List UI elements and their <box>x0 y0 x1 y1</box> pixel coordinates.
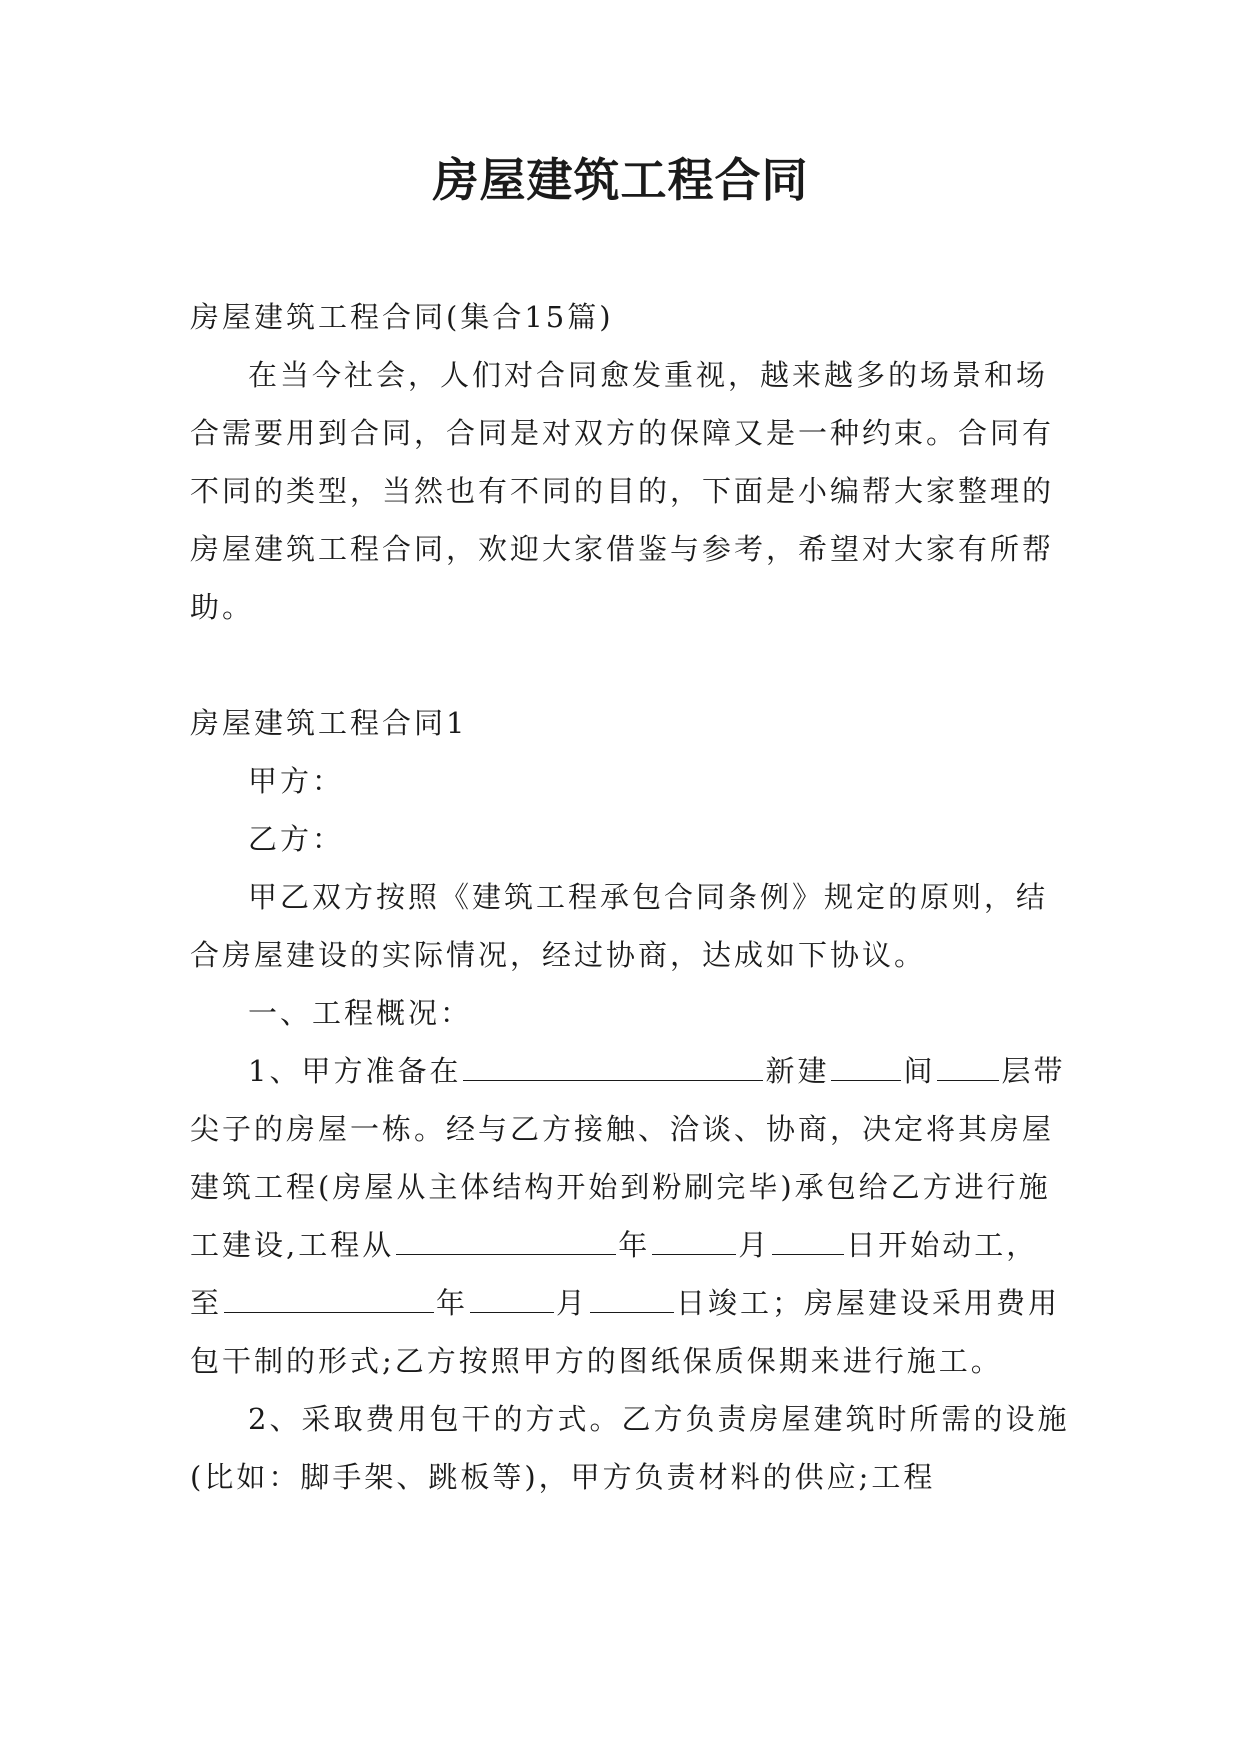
paragraph-gap <box>190 636 1070 694</box>
clause-1-mid: 层带尖子的房屋一栋。经与乙方接触、洽谈、协商，决定将其房屋建筑工程(房屋从主体结构开始到粉刷完毕)承包给乙方进行施工建设,工程从 <box>190 1054 1066 1262</box>
start-year-blank <box>396 1224 616 1255</box>
clause-1-new-build: 新建 <box>765 1054 830 1088</box>
clause-1-start: 日开始动工，至 <box>190 1228 1039 1320</box>
end-day-blank <box>590 1282 674 1313</box>
floors-blank <box>937 1050 999 1081</box>
clause-1-paragraph <box>190 1042 1070 1390</box>
clause-1-start-year-label: 年 <box>618 1228 651 1262</box>
clause-1-end: 日竣工；房屋建设采用费用包干制的形式;乙方按照甲方的图纸保质保期来进行施工。 <box>190 1286 1061 1378</box>
start-day-blank <box>772 1224 844 1255</box>
document-title: 房屋建筑工程合同 <box>432 153 809 207</box>
clause-1-start-month-label: 月 <box>738 1228 771 1262</box>
start-month-blank <box>652 1224 736 1255</box>
party-b-label: 乙方： <box>248 822 345 856</box>
section-heading: 房屋建筑工程合同1 <box>190 706 468 740</box>
document-subtitle: 房屋建筑工程合同(集合15篇) <box>190 300 614 334</box>
party-a-label: 甲方： <box>248 764 345 798</box>
document-body <box>190 288 1070 1506</box>
clause-1-prefix: 1、甲方准备在 <box>248 1054 462 1088</box>
clause-1-end-year-label: 年 <box>436 1286 469 1320</box>
preamble-paragraph: 甲乙双方按照《建筑工程承包合同条例》规定的原则，结合房屋建设的实际情况，经过协商，达成如下协议。 <box>190 880 1049 972</box>
clause-1-end-month-label: 月 <box>556 1286 589 1320</box>
end-year-blank <box>224 1282 434 1313</box>
rooms-blank <box>831 1050 901 1081</box>
clause-heading: 一、工程概况： <box>248 996 473 1030</box>
intro-paragraph: 在当今社会，人们对合同愈发重视，越来越多的场景和场合需要用到合同，合同是对双方的保障又是一种约束。合同有不同的类型，当然也有不同的目的，下面是小编帮大家整理的房屋建筑工程合同，欢迎大家借鉴与参考，希望对大家有所帮助。 <box>190 358 1055 624</box>
clause-2-paragraph: 2、采取费用包干的方式。乙方负责房屋建筑时所需的设施(比如：脚手架、跳板等)，甲方负责材料的供应;工程 <box>190 1402 1070 1494</box>
clause-1-rooms: 间 <box>903 1054 936 1088</box>
location-blank <box>463 1050 763 1081</box>
end-month-blank <box>470 1282 554 1313</box>
